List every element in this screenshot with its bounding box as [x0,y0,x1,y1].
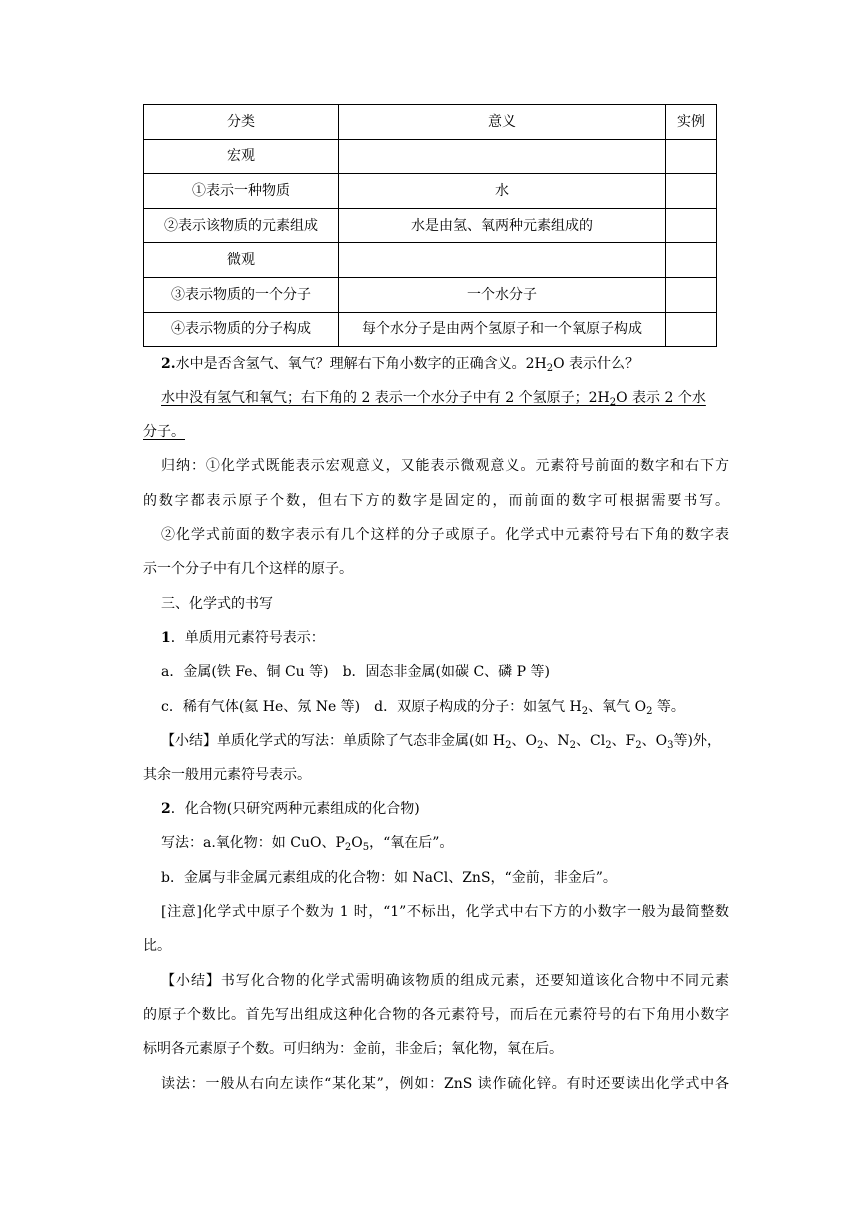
table-cell [339,139,666,174]
table-header-row [144,105,717,140]
answer-text-end: O 表示 2 个水 [616,390,706,406]
table-cell [339,243,666,278]
subscript: 2 [536,740,544,751]
line-text: 等)外， [673,733,721,749]
table-cell: 每个水分子是由两个氢原子和一个氧原子构成 [339,312,666,347]
line-text: 等。 [652,699,685,715]
line-text: 【小结】单质化学式的写法：单质除了气态非金属(如 H [161,733,506,749]
point-2 [161,799,761,819]
line-text: ，“氧在后”。 [369,835,454,851]
subscript: 3 [667,740,674,751]
table-cell [666,139,717,174]
line-text: 、Cl [575,733,606,749]
table-cell: ①表示一种物质 [144,174,339,209]
chemical-formula-meaning-table [143,104,717,347]
table-row [144,208,717,243]
reading-rule-line-1: 读法：一般从右向左读作“某化某”，例如：ZnS 读作硫化锌。有时还要读出化学式中各 [161,1076,729,1092]
subscript: 2 [635,740,642,751]
table-row [144,139,717,174]
table-cell: ③表示物质的一个分子 [144,277,339,312]
line-text: 、F [611,733,636,749]
subscript: 2 [505,740,512,751]
table-row [144,277,717,312]
header-meaning: 意义 [339,105,666,140]
answer-text: 水中没有氢气和氧气；右下角的 2 表示一个水分子中有 2 个氢原子；2H [161,390,610,406]
subscript: 2 [646,706,653,717]
summary-compound-line-2: 的原子个数比。首先写出组成这种化合物的各元素符号，而后在元素符号的右下角用小数字 [143,1007,729,1023]
subscript: 2 [546,363,554,374]
subscript: 2 [609,397,617,408]
subscript: 2 [344,842,352,853]
line-text: O [351,835,363,851]
point-2-b: b．金属与非金属元素组成的化合物：如 NaCl、ZnS，“金前，非金后”。 [161,870,617,886]
point-number: 1 [161,630,171,646]
line-text: 、氧气 O [588,699,647,715]
table-cell: 微观 [144,243,339,278]
summary-compound-line-3: 标明各元素原子个数。可归纳为：金前，非金后；氧化物，氧在后。 [143,1041,563,1057]
point-number: 2 [161,801,171,817]
section-heading: 三、化学式的书写 [161,596,273,612]
answer-line-2: 分子。 [143,424,185,440]
subscript: 2 [569,740,576,751]
answer-line-1 [161,388,729,408]
line-text: c．稀有气体(氦 He、氖 Ne 等) d．双原子构成的分子：如氢气 H [161,699,582,715]
table-row [144,312,717,347]
point-text: ．化合物(只研究两种元素组成的化合物) [170,801,420,817]
subscript: 5 [362,842,370,853]
summary-element-line-2: 其余一般用元素符号表示。 [143,767,311,783]
header-example: 实例 [666,105,717,140]
table-cell: 水是由氢、氧两种元素组成的 [339,208,666,243]
note-line-2: 比。 [143,938,171,954]
summary-element-line-1 [161,731,761,751]
table-cell [666,243,717,278]
summary-line-1: 归纳：①化学式既能表示宏观意义，又能表示微观意义。元素符号前面的数字和右下方 [161,458,729,474]
table-cell: 一个水分子 [339,277,666,312]
point-1-c-d [161,697,761,717]
table-row [144,174,717,209]
header-category: 分类 [144,105,339,140]
line-text: 、O [511,733,537,749]
question-text: 水中是否含氢气、氧气？理解右下角小数字的正确含义。2H [175,356,547,372]
table-cell: 水 [339,174,666,209]
question-text-end: O 表示什么？ [553,356,640,372]
subscript: 2 [605,740,612,751]
table-cell: 宏观 [144,139,339,174]
summary-line-4: 示一个分子中有几个这样的原子。 [143,561,353,577]
line-text: 写法：a.氧化物：如 CuO、P [161,835,345,851]
table-row [144,243,717,278]
point-1 [161,628,761,648]
point-text: ．单质用元素符号表示： [170,630,325,646]
line-text: 、O [641,733,668,749]
table-cell [666,312,717,347]
line-text: 、N [543,733,570,749]
table-cell [666,277,717,312]
table-cell [666,174,717,209]
subscript: 2 [581,706,589,717]
point-1-a-b: a．金属(铁 Fe、铜 Cu 等) b．固态非金属(如碳 C、磷 P 等) [161,664,550,680]
point-2-a [161,833,761,853]
question-2 [161,354,761,374]
summary-compound-line-1: 【小结】书写化合物的化学式需明确该物质的组成元素，还要知道该化合物中不同元素 [161,973,729,989]
table-cell: ②表示该物质的元素组成 [144,208,339,243]
summary-line-2: 的数字都表示原子个数，但右下方的数字是固定的，而前面的数字可根据需要书写。 [143,493,729,509]
table-cell [666,208,717,243]
table-cell: ④表示物质的分子构成 [144,312,339,347]
note-line-1: [注意]化学式中原子个数为 1 时，“1”不标出，化学式中右下方的小数字一般为最简整数 [161,904,729,920]
summary-line-3: ②化学式前面的数字表示有几个这样的分子或原子。化学式中元素符号右下角的数字表 [161,527,729,543]
question-number: 2. [161,356,176,372]
